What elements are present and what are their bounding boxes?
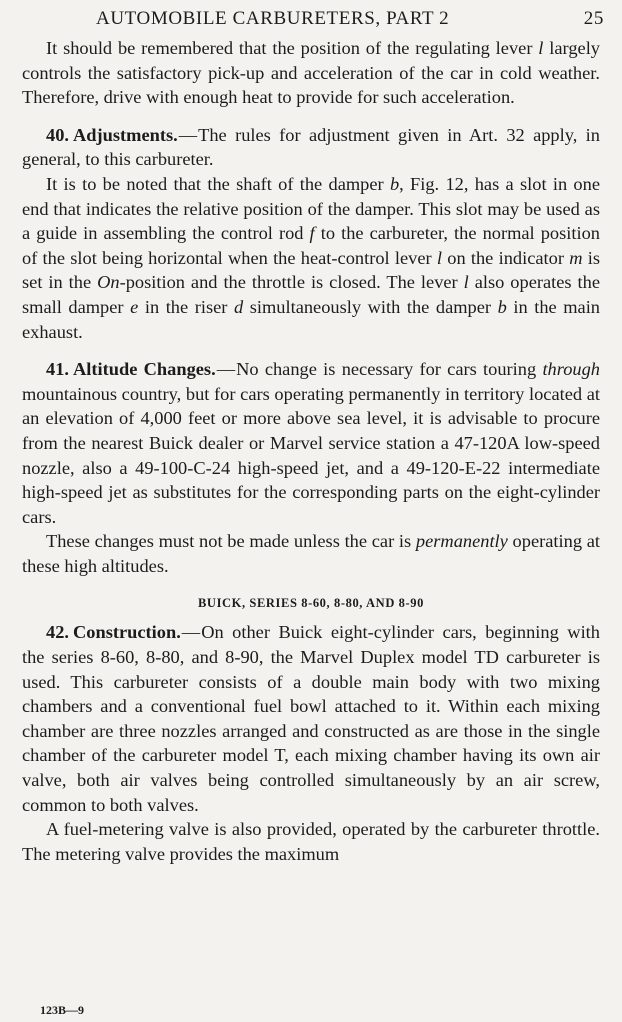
intro-paragraph: It should be remembered that the position of the regulating lever l largely controls the satisfactory pick-up and acceleration of the car in cold weather. Therefore, drive with enough heat to provide for such acceleration. xyxy=(22,38,600,108)
document-page xyxy=(22,6,604,866)
footer-signature-mark: 123B—9 xyxy=(40,1003,85,1017)
section-title: Construction. xyxy=(73,622,181,643)
section-title: Altitude Changes. xyxy=(73,359,216,380)
page-number: 25 xyxy=(583,8,604,29)
section-40-paragraph-2: It is to be noted that the shaft of the damper b, Fig. 12, has a slot in one end that indicates the relative position of the damper. This slot may be used as a guide in assembling the control rod f to the carbureter, the normal position of the slot being horizontal when the heat-control lever l on the indicator m is set in the On-position and the throttle is closed. The lever l also operates the small damper e in the riser d simultaneously with the damper b in the main exhaust. xyxy=(22,173,601,342)
running-head xyxy=(22,6,604,36)
subsection-heading: BUICK, SERIES 8-60, 8-80, AND 8-90 xyxy=(198,596,424,611)
page-title: AUTOMOBILE CARBURETERS, PART 2 xyxy=(96,8,450,29)
section-40-paragraph: 40. Adjustments.—The rules for adjustment given in Art. 32 apply, in general, to this carbureter. xyxy=(22,124,600,170)
section-number: 40. xyxy=(46,124,69,145)
section-42-paragraph-2: A fuel-metering valve is also provided, operated by the carbureter throttle. The metering valve provides the maximum xyxy=(22,819,600,864)
section-41-paragraph: 41. Altitude Changes.—No change is necessary for cars touring through mountainous country, but for cars operating permanently in territory located at an elevation of 4,000 feet or more above sea level, it is advisable to procure from the nearest Buick dealer or Marvel service station a 47-120A low-speed nozzle, also a 49-100-C-24 high-speed jet, and a 49-120-E-22 intermediate high-speed jet as substitutes for the corresponding parts on the eight-cylinder cars. xyxy=(22,359,600,527)
section-number: 42. xyxy=(46,622,69,643)
section-42-paragraph: 42. Construction.—On other Buick eight-cylinder cars, beginning with the series 8-60, 8-80, and 8-90, the Marvel Duplex model TD carbureter is used. This carbureter consists of a double main body with two mixing chambers and a conventional fuel bowl attached to it. Within each mixing chamber are three nozzles arranged and constructed as are those in the single chamber of the carbureter model T, each mixing chamber having its own air valve, both air valves being controlled simultaneously by an air screw, common to both valves. xyxy=(22,622,600,815)
section-number: 41. xyxy=(46,359,69,380)
section-41-paragraph-2: These changes must not be made unless the car is permanently operating at these high altitudes. xyxy=(22,531,600,576)
section-title: Adjustments. xyxy=(73,124,178,145)
